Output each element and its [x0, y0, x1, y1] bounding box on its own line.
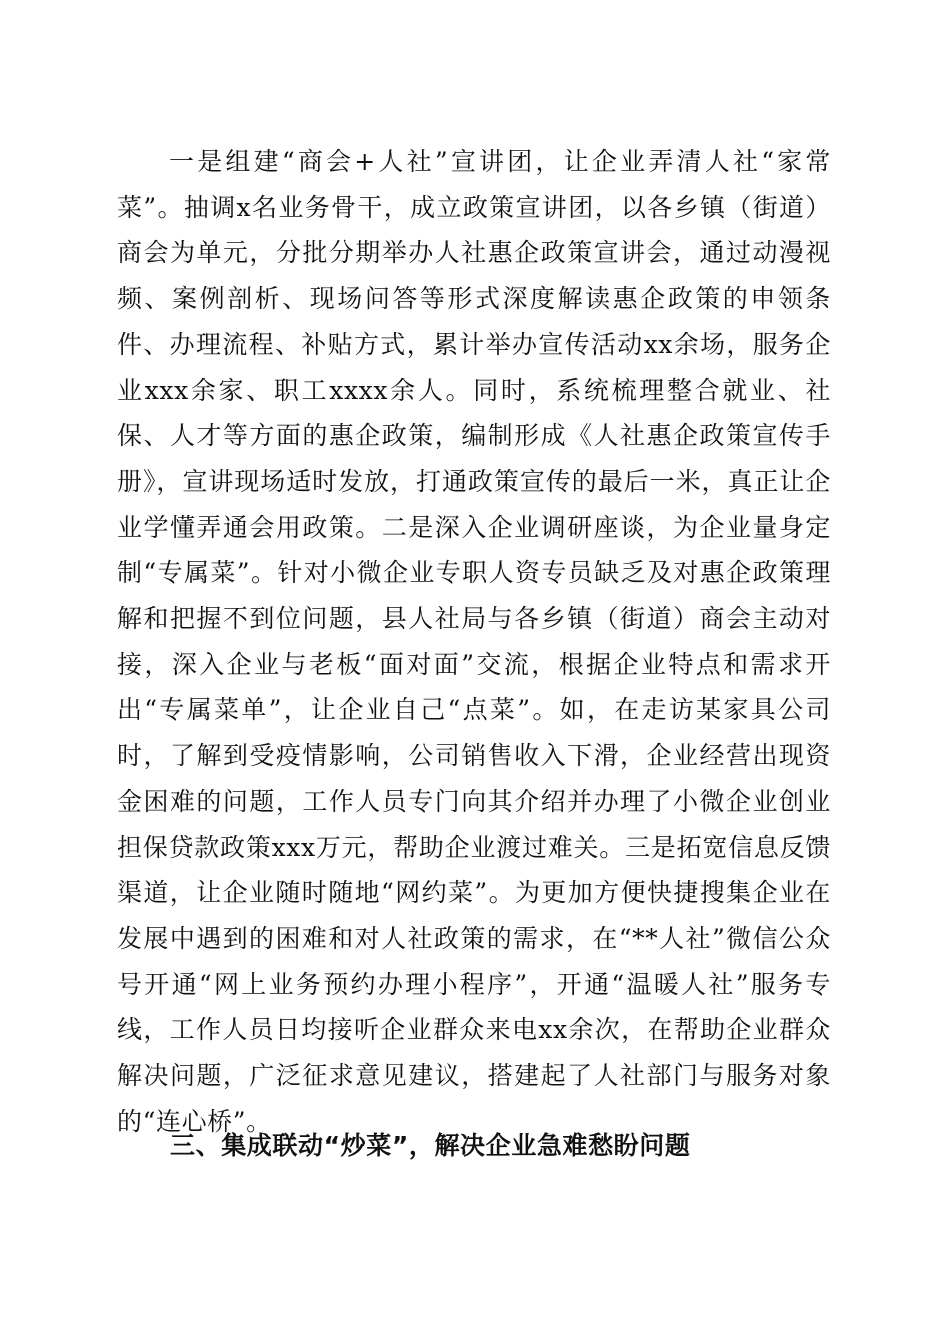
body-paragraph: 一是组建“商会+人社”宣讲团，让企业弄清人社“家常菜”。抽调x名业务骨干，成立政策宣讲团，以各乡镇（街道）商会为单元，分批分期举办人社惠企政策宣讲会，通过动漫视频、案例剖析、现场问答等形式深度解读惠企政策的申领条件、办理流程、补贴方式，累计举办宣传活动xx余场，服务企业xxx余家、职工xxxx余人。同时，系统梳理整合就业、社保、人才等方面的惠企政策，编制形成《人社惠企政策宣传手册》，宣讲现场适时发放，打通政策宣传的最后一米，真正让企业学懂弄通会用政策。二是深入企业调研座谈，为企业量身定制“专属菜”。针对小微企业专职人资专员缺乏及对惠企政策理解和把握不到位问题，县人社局与各乡镇（街道）商会主动对接，深入企业与老板“面对面”交流，根据企业特点和需求开出“专属菜单”，让企业自己“点菜”。如，在走访某家具公司时，了解到受疫情影响，公司销售收入下滑，企业经营出现资金困难的问题，工作人员专门向其介绍并办理了小微企业创业担保贷款政策xxx万元，帮助企业渡过难关。三是拓宽信息反馈渠道，让企业随时随地“网约菜”。为更加方便快捷搜集企业在发展中遇到的困难和对人社政策的需求，在“**人社”微信公众号开通“网上业务预约办理小程序”，开通“温暖人社”服务专线，工作人员日均接听企业群众来电xx余次，在帮助企业群众解决问题，广泛征求意见建议，搭建起了人社部门与服务对象的“连心桥”。 — [117, 147, 831, 1136]
section-heading: 三、集成联动“炒菜”，解决企业急难愁盼问题 — [170, 1131, 691, 1160]
